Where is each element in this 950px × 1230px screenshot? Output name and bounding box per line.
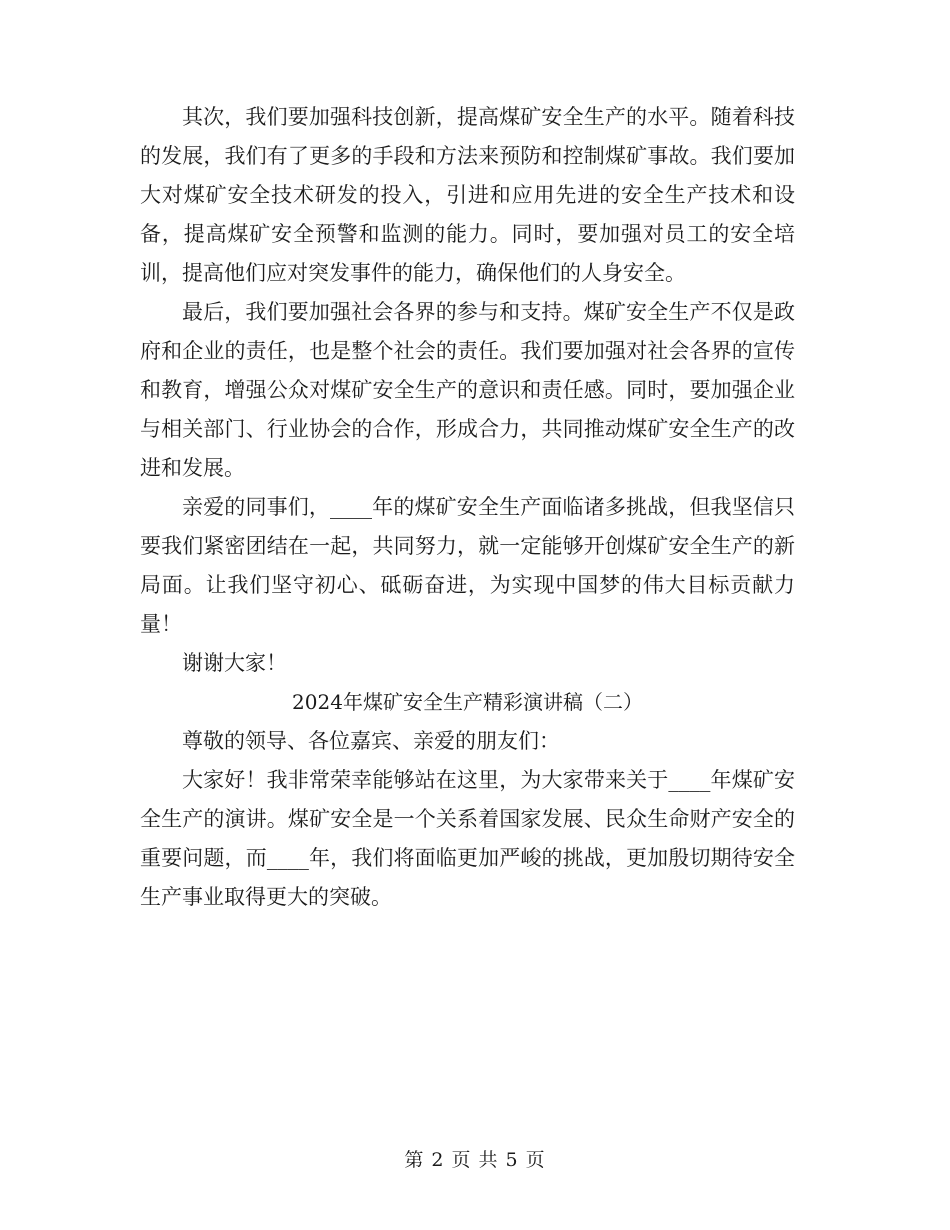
page-number-footer: 第 2 页 共 5 页 [404,1149,546,1171]
paragraph-thanks: 谢谢大家！ [182,651,287,675]
paragraph-salutation: 尊敬的领导、各位嘉宾、亲爱的朋友们： [182,729,560,753]
paragraph-tech-innovation: 其次，我们要加强科技创新，提高煤矿安全生产的水平。随着科技的发展，我们有了更多的手段和方法来预防和控制煤矿事故。我们要加大对煤矿安全技术研发的投入，引进和应用先进的安全生产技术和设备，提高煤矿安全预警和监测的能力。同时，要加强对员工的安全培训，提高他们应对突发事件的能力，确保他们的人身安全。 [140,105,795,285]
document-body [140,98,795,917]
paragraph-social-support: 最后，我们要加强社会各界的参与和支持。煤矿安全生产不仅是政府和企业的责任，也是整个社会的责任。我们要加强对社会各界的宣传和教育，增强公众对煤矿安全生产的意识和责任感。同时，要加强企业与相关部门、行业协会的合作，形成合力，共同推动煤矿安全生产的改进和发展。 [140,300,795,480]
paragraph-opening: 大家好！我非常荣幸能够站在这里，为大家带来关于____年煤矿安全生产的演讲。煤矿安全是一个关系着国家发展、民众生命财产安全的重要问题，而____年，我们将面临更加严峻的挑战，更加殷切期待安全生产事业取得更大的突破。 [140,768,795,909]
paragraph-closing-remarks: 亲爱的同事们，____年的煤矿安全生产面临诸多挑战，但我坚信只要我们紧密团结在一起，共同努力，就一定能够开创煤矿安全生产的新局面。让我们坚守初心、砥砺奋进，为实现中国梦的伟大目标贡献力量！ [140,495,795,636]
section-title: 2024年煤矿安全生产精彩演讲稿（二） [292,690,643,714]
